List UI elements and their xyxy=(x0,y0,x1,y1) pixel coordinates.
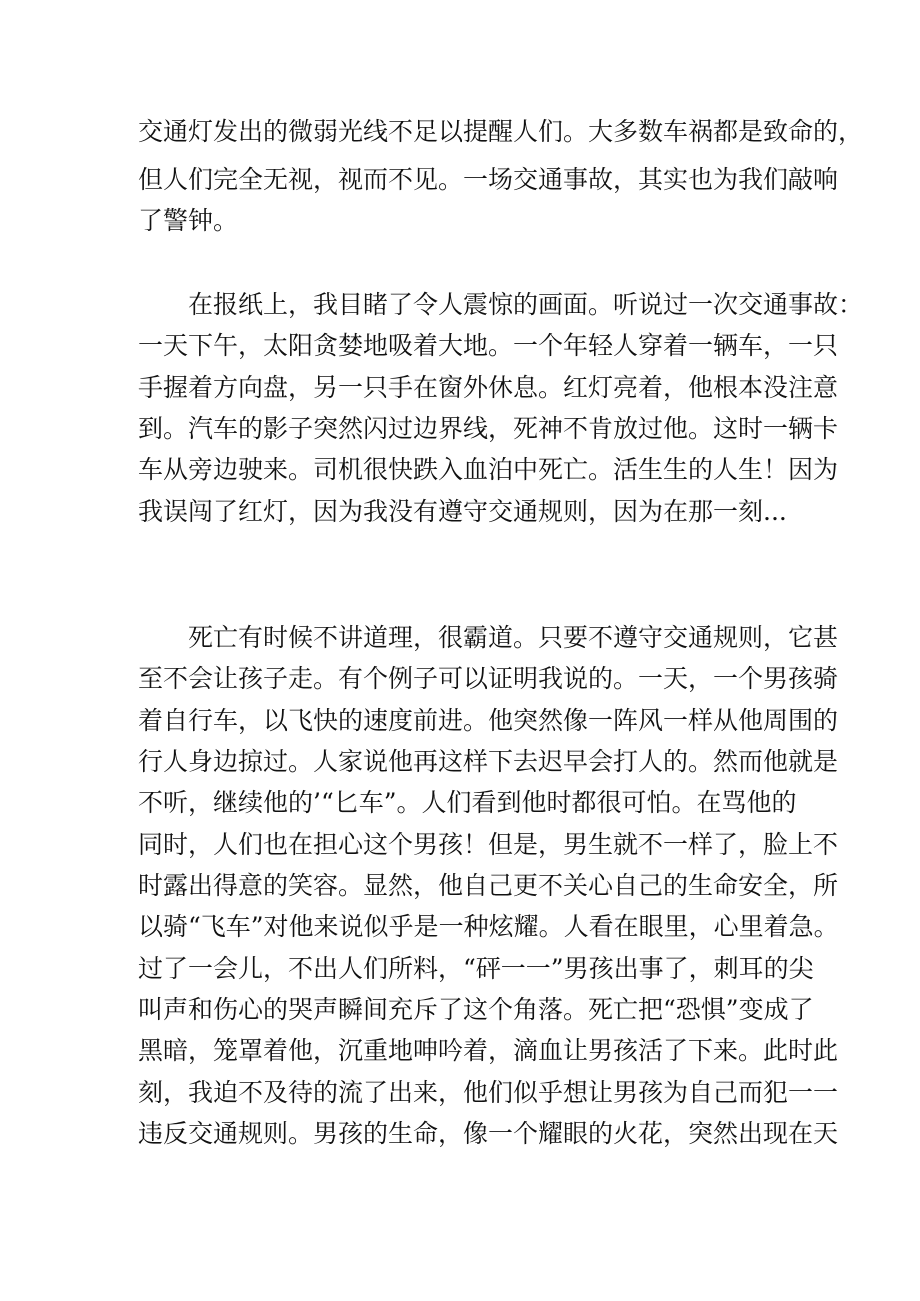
text-line: 一天下午，太阳贪婪地吸着大地。一个年轻人穿着一辆车，一只 xyxy=(138,331,839,360)
text-line: 车从旁边驶来。司机很快跌入血泊中死亡。活生生的人生！因为 xyxy=(138,455,839,484)
text-line: 同时，人们也在担心这个男孩！但是，男生就不一样了，脸上不 xyxy=(138,830,839,859)
text-line: 但人们完全无视，视而不见。一场交通事故，其实也为我们敲响 xyxy=(138,165,839,194)
text-line: 黑暗，笼罩着他，沉重地呻吟着，滴血让男孩活了下来。此时此 xyxy=(138,1036,839,1065)
text-line: 手握着方向盘，另一只手在窗外休息。红灯亮着，他根本没注意 xyxy=(138,373,839,402)
text-line: 过了一会儿，不出人们所料，“砰一一”男孩出事了，刺耳的尖 xyxy=(138,954,814,983)
text-line: 了警钟。 xyxy=(138,206,239,235)
text-line: 着自行车，以飞快的速度前进。他突然像一阵风一样从他周围的 xyxy=(138,706,839,735)
text-line: 以骑“飞车”对他来说似乎是一种炫耀。人看在眼里，心里着急。 xyxy=(138,912,839,941)
text-line: 到。汽车的影子突然闪过边界线，死神不肯放过他。这时一辆卡 xyxy=(138,414,839,443)
text-line: 至不会让孩子走。有个例子可以证明我说的。一天，一个男孩骑 xyxy=(138,664,839,693)
text-line: 违反交通规则。男孩的生命，像一个耀眼的火花，突然出现在天 xyxy=(138,1119,839,1148)
text-line: 行人身边掠过。人家说他再这样下去迟早会打人的。然而他就是 xyxy=(138,747,839,776)
text-line: 叫声和伤心的哭声瞬间充斥了这个角落。死亡把“恐惧”变成了 xyxy=(138,995,814,1024)
text-line: 我误闯了红灯，因为我没有遵守交通规则，因为在那一刻... xyxy=(138,497,787,526)
text-line: 死亡有时候不讲道理，很霸道。只要不遵守交通规则，它甚 xyxy=(188,623,839,652)
text-line xyxy=(138,533,788,573)
text-line: 时露出得意的笑容。显然，他自己更不关心自己的生命安全，所 xyxy=(138,871,839,900)
text-line: 刻，我迫不及待的流了出来，他们似乎想让男孩为自己而犯一一 xyxy=(138,1078,839,1107)
text-line: 交通灯发出的微弱光线不足以提醒人们。大多数车祸都是致命的， xyxy=(138,117,864,146)
text-line: 在报纸上，我目睹了令人震惊的画面。听说过一次交通事故： xyxy=(188,290,864,319)
text-line: 不听，继续他的’“匕车”。人们看到他时都很可怕。在骂他的 xyxy=(138,788,797,817)
